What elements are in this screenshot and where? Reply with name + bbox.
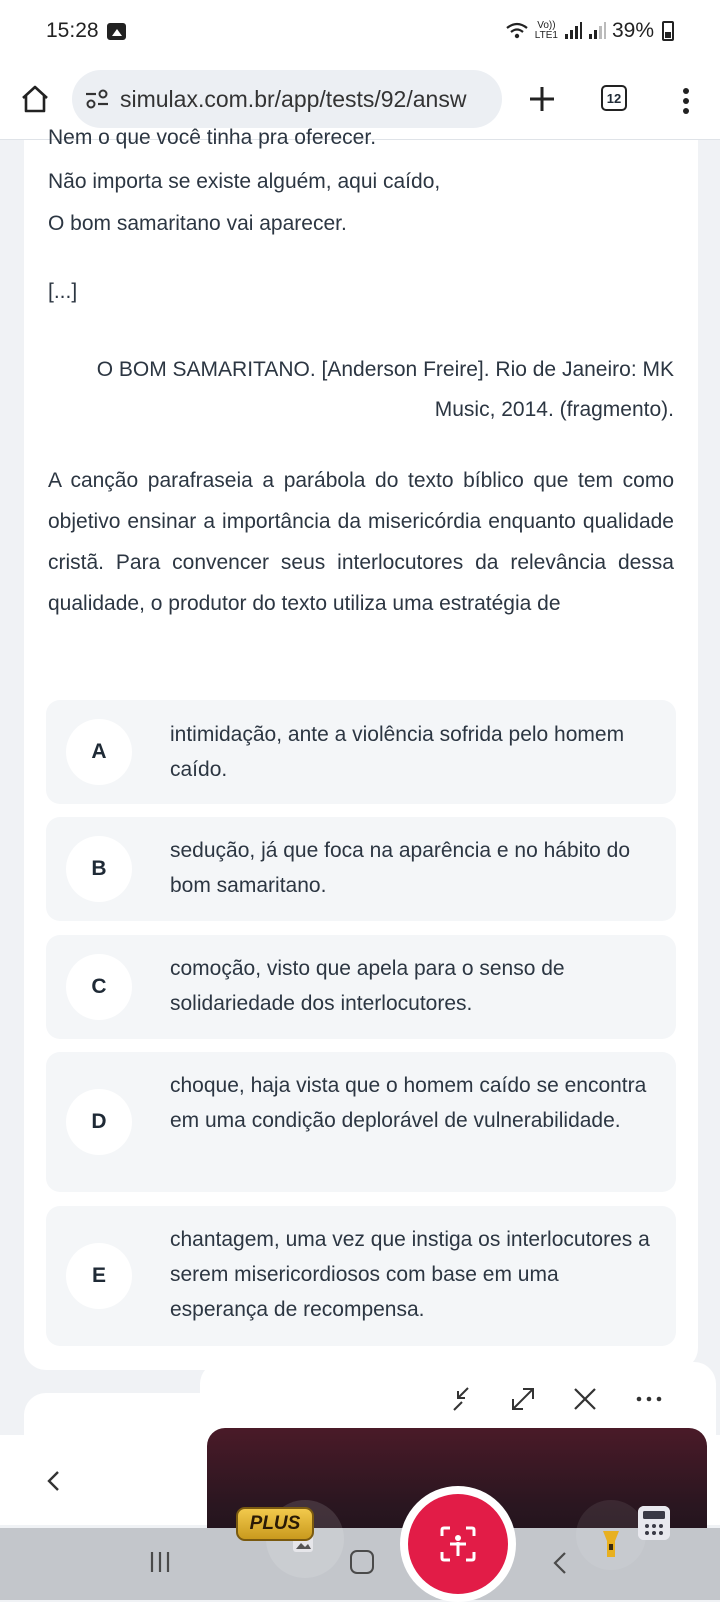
chevron-left-icon[interactable]	[44, 1468, 64, 1494]
passage-line: Não importa se existe alguém, aqui caído,	[48, 170, 441, 193]
home-nav-icon[interactable]	[350, 1550, 374, 1574]
question-card	[24, 126, 698, 1370]
back-nav-icon[interactable]	[552, 1550, 568, 1576]
capture-button[interactable]	[400, 1486, 516, 1602]
url-text[interactable]: simulax.com.br/app/tests/92/answ	[120, 85, 467, 112]
signal-icon	[564, 22, 582, 40]
option-a[interactable]	[46, 700, 676, 804]
option-text: intimidação, ante a violência sofrida pelo homem caído.	[170, 723, 625, 781]
option-text: chantagem, uma vez que instiga os interlocutores a serem misericordiosos com base em uma esperança de recompensa.	[170, 1228, 650, 1321]
minimize-icon[interactable]	[444, 1382, 478, 1416]
passage-line: Nem o que você tinha pra oferecer.	[48, 126, 377, 149]
passage-ellipsis: [...]	[48, 280, 78, 303]
question-text: A canção parafraseia a parábola do texto bíblico que tem como objetivo ensinar a importância da misericórdia enquanto qualidade cristã. Para convencer seus interlocutores da relevância dessa qualidade, o produtor do texto utiliza uma estratégia de	[48, 469, 674, 615]
option-letter: B	[66, 836, 132, 902]
torch-icon	[601, 1529, 621, 1559]
expand-icon[interactable]	[506, 1382, 540, 1416]
plus-badge[interactable]: PLUS	[236, 1507, 314, 1541]
option-letter: E	[66, 1243, 132, 1309]
status-bar	[0, 0, 720, 62]
battery-percent: 39%	[611, 19, 654, 42]
option-d[interactable]	[46, 1052, 676, 1192]
more-options-icon[interactable]	[674, 86, 698, 116]
wifi-icon	[505, 21, 529, 41]
option-text: choque, haja vista que o homem caído se encontra em uma condição deplorável de vulnerabilidade.	[170, 1074, 647, 1132]
overlay-header	[200, 1362, 716, 1436]
lte-label: LTE1	[534, 30, 558, 41]
option-text: comoção, visto que apela para o senso de solidariedade dos interlocutores.	[170, 957, 565, 1015]
status-indicators	[505, 19, 674, 43]
volte-label: Vo))	[537, 20, 556, 31]
site-settings-icon[interactable]	[84, 88, 110, 110]
passage-line: O bom samaritano vai aparecer.	[48, 212, 347, 235]
close-icon[interactable]	[568, 1382, 602, 1416]
option-e[interactable]	[46, 1206, 676, 1346]
option-letter: C	[66, 954, 132, 1020]
option-letter: D	[66, 1089, 132, 1155]
new-tab-icon[interactable]	[527, 84, 557, 114]
option-b[interactable]	[46, 817, 676, 921]
battery-icon	[662, 21, 674, 41]
capture-icon	[438, 1524, 478, 1564]
status-time: 15:28	[46, 19, 99, 42]
option-letter: A	[66, 719, 132, 785]
calculator-icon[interactable]	[638, 1506, 670, 1540]
signal-icon-2	[588, 22, 606, 40]
option-c[interactable]	[46, 935, 676, 1039]
citation: O BOM SAMARITANO. [Anderson Freire]. Rio de Janeiro: MK Music, 2014. (fragmento).	[96, 358, 674, 421]
address-bar[interactable]	[72, 70, 502, 128]
network-type	[535, 21, 558, 41]
option-text: sedução, já que foca na aparência e no hábito do bom samaritano.	[170, 839, 631, 897]
image-notification-icon	[107, 23, 126, 40]
home-icon[interactable]	[20, 84, 50, 114]
recents-icon[interactable]	[148, 1550, 172, 1574]
more-icon[interactable]	[632, 1382, 666, 1416]
tab-switcher-button[interactable]: 12	[601, 85, 627, 111]
capture-inner	[408, 1494, 508, 1594]
